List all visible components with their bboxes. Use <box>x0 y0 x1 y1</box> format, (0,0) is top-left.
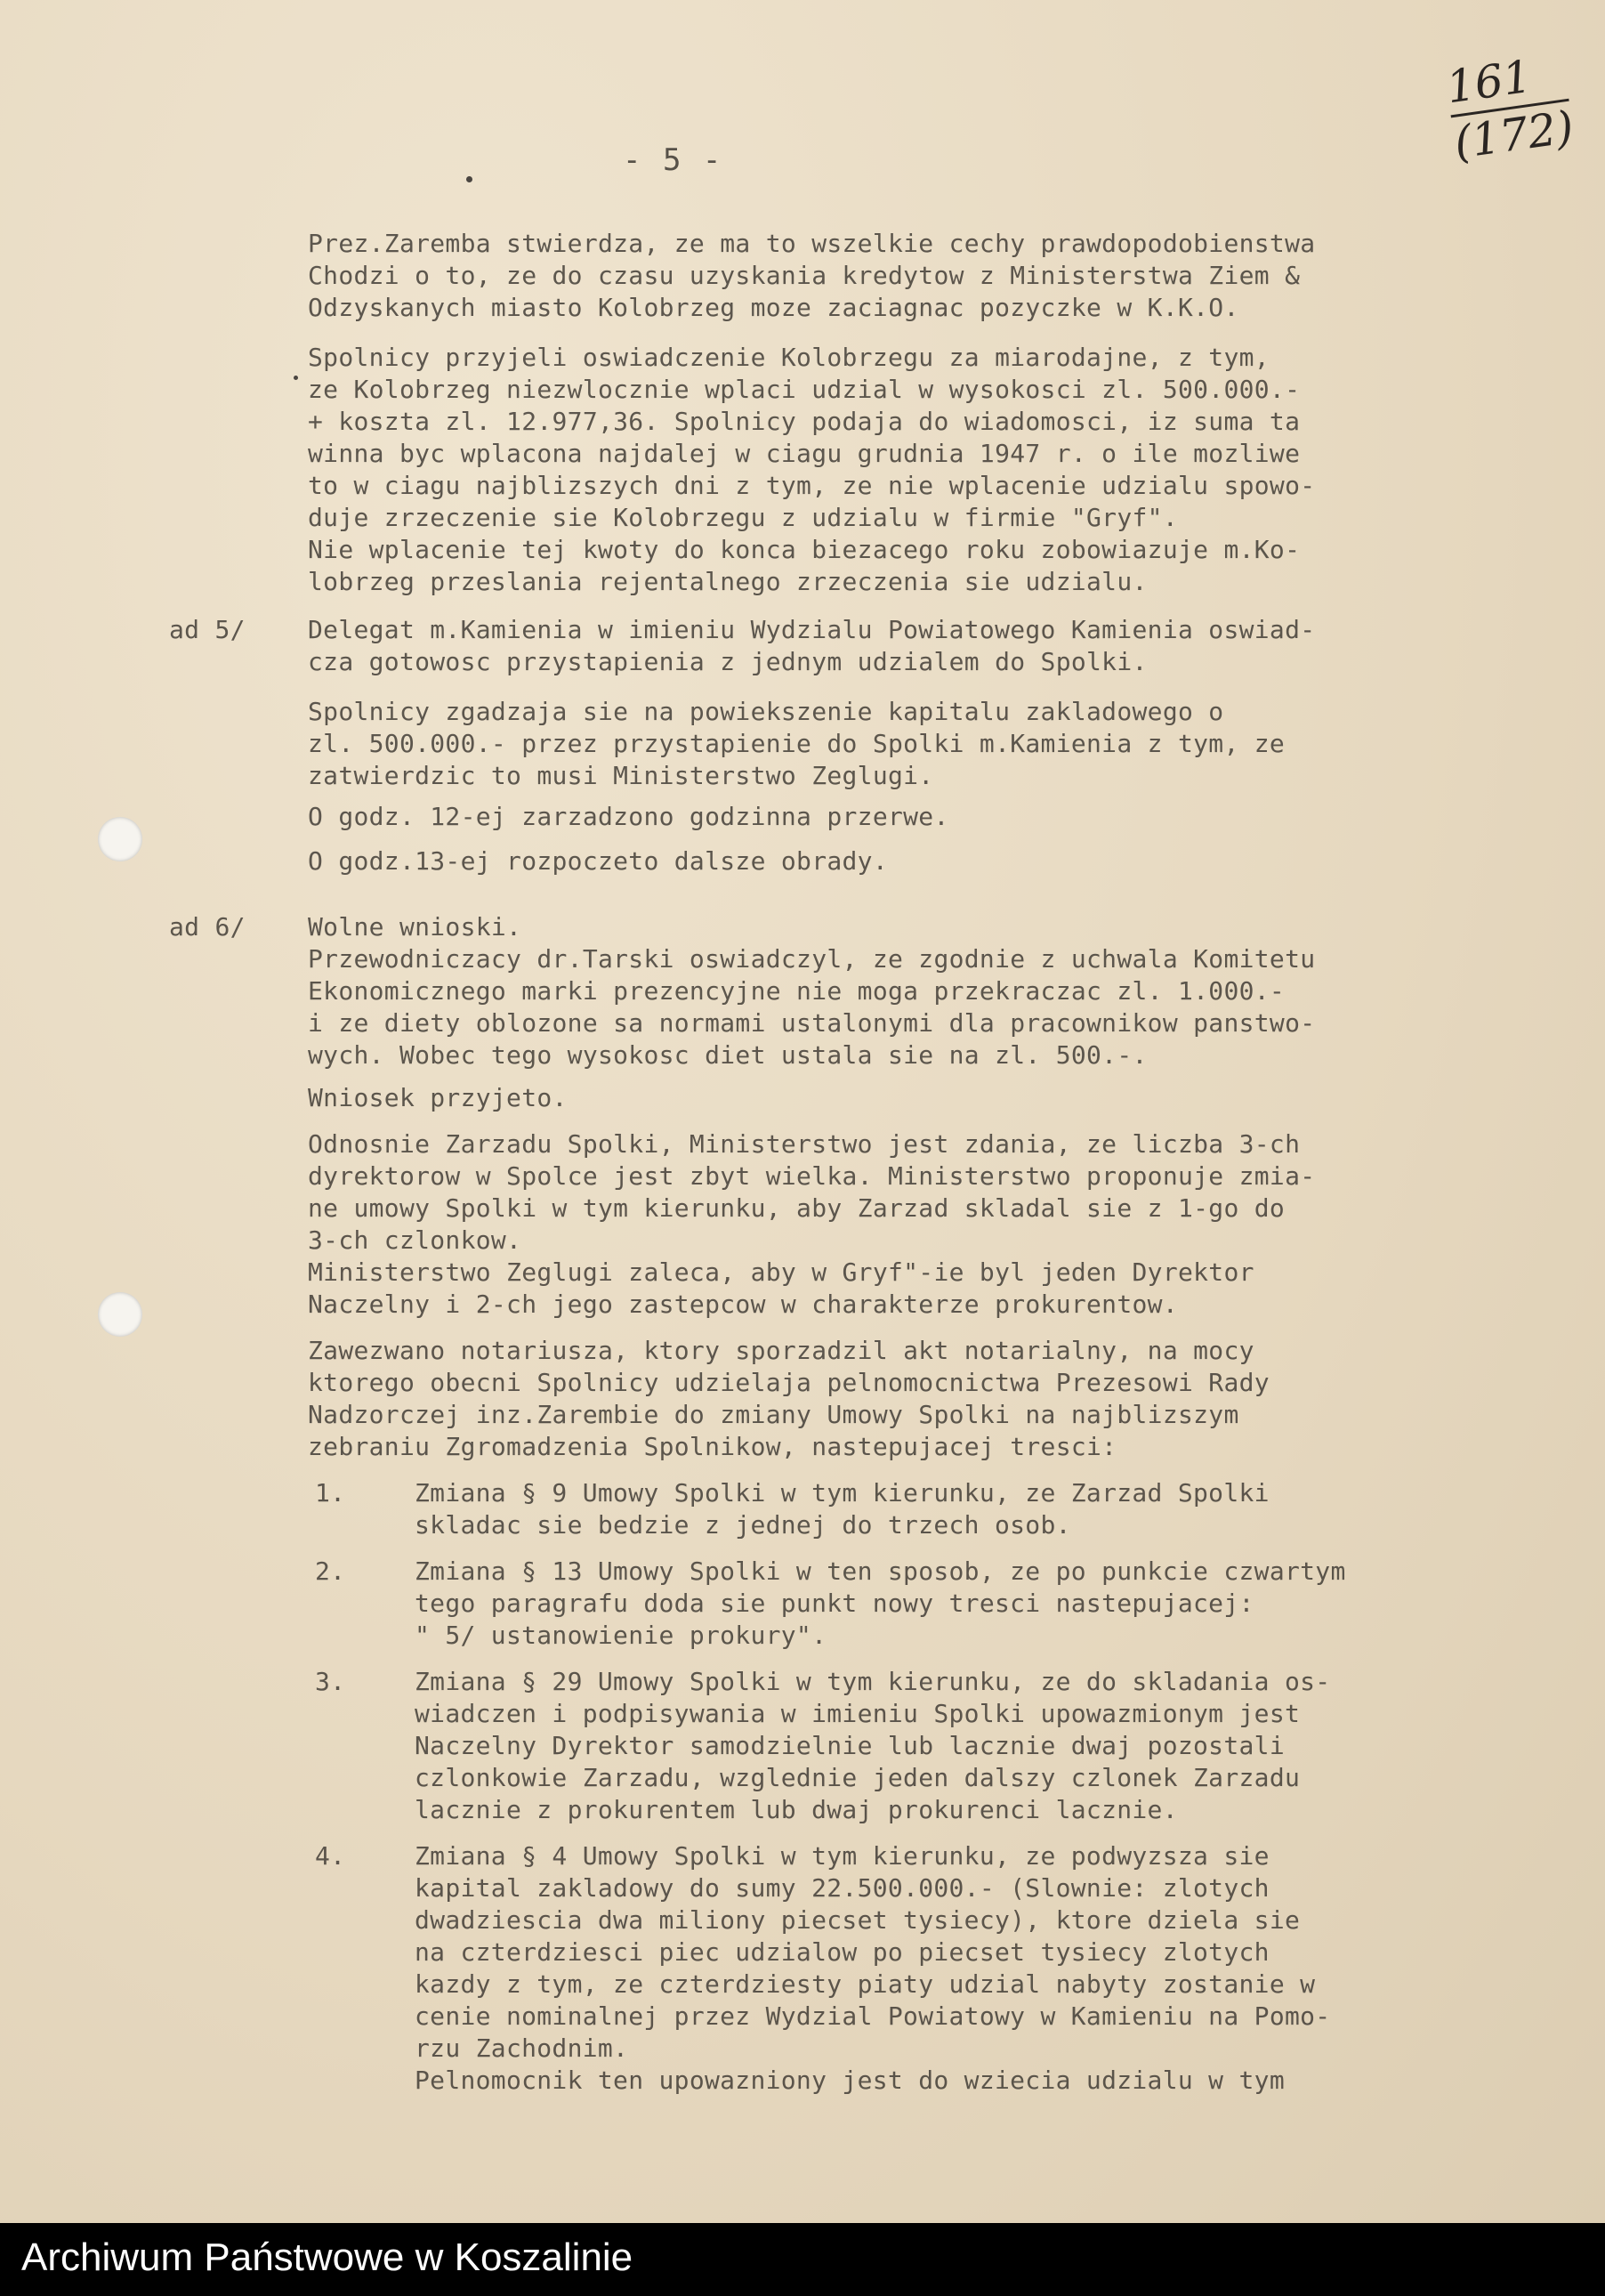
text-line: 1. <box>315 1478 346 1508</box>
text-line: dwadziescia dwa miliony piecset tysiecy), ktore dziela sie <box>415 1905 1301 1935</box>
text-line: Ministerstwo Zeglugi zaleca, aby w Gryf"-ie byl jeden Dyrektor <box>308 1257 1254 1287</box>
punch-hole <box>98 817 142 861</box>
text-line: zebraniu Zgromadzenia Spolnikow, nastepujacej tresci: <box>308 1432 1117 1461</box>
text-line: Zmiana § 9 Umowy Spolki w tym kierunku, ze Zarzad Spolki <box>415 1478 1270 1508</box>
text-line: dyrektorow w Spolce jest zbyt wielka. Ministerstwo proponuje zmia- <box>308 1161 1316 1191</box>
text-line: czlonkowie Zarzadu, wzglednie jeden dalszy czlonek Zarzadu <box>415 1763 1301 1792</box>
text-line: + koszta zl. 12.977,36. Spolnicy podaja do wiadomosci, iz suma ta <box>308 407 1301 436</box>
text-line: O godz.13-ej rozpoczeto dalsze obrady. <box>308 846 888 876</box>
punch-hole <box>98 1292 142 1337</box>
text-line: to w ciagu najblizszych dni z tym, ze nie wplacenie udzialu spowo- <box>308 471 1316 500</box>
archive-ref-top: 161 <box>1442 50 1535 114</box>
text-line: Nadzorczej inz.Zarembie do zmiany Umowy Spolki na najblizszym <box>308 1400 1239 1429</box>
text-line: wych. Wobec tego wysokosc diet ustala sie na zl. 500.-. <box>308 1040 1148 1070</box>
text-line: Zmiana § 13 Umowy Spolki w ten sposob, ze po punkcie czwartym <box>415 1556 1346 1586</box>
text-line: cza gotowosc przystapienia z jednym udzialem do Spolki. <box>308 647 1148 676</box>
ink-dot <box>294 376 298 380</box>
text-line: 3. <box>315 1667 346 1696</box>
text-line: ad 5/ <box>169 615 246 644</box>
text-line: 2. <box>315 1556 346 1586</box>
text-line: ne umowy Spolki w tym kierunku, aby Zarzad skladal sie z 1-go do <box>308 1193 1286 1223</box>
text-line: na czterdziesci piec udzialow po piecset tysiecy zlotych <box>415 1937 1270 1967</box>
text-line: Chodzi o to, ze do czasu uzyskania kredytow z Ministerstwa Ziem & <box>308 261 1301 290</box>
text-line: i ze diety oblozone sa normami ustalonymi dla pracownikow panstwo- <box>308 1008 1316 1038</box>
text-line: skladac sie bedzie z jednej do trzech osob. <box>415 1510 1071 1540</box>
text-line: ad 6/ <box>169 912 246 942</box>
text-line: winna byc wplacona najdalej w ciagu grudnia 1947 r. o ile mozliwe <box>308 439 1301 468</box>
text-line: Przewodniczacy dr.Tarski oswiadczyl, ze zgodnie z uchwala Komitetu <box>308 944 1316 974</box>
text-line: Wniosek przyjeto. <box>308 1083 568 1112</box>
archive-folio-mark <box>1443 45 1577 169</box>
text-line: zl. 500.000.- przez przystapienie do Spolki m.Kamienia z tym, ze <box>308 729 1286 758</box>
text-line: Naczelny i 2-ch jego zastepcow w charakterze prokurentow. <box>308 1289 1178 1319</box>
text-line: Prez.Zaremba stwierdza, ze ma to wszelkie cechy prawdopodobienstwa <box>308 229 1316 258</box>
text-line: 3-ch czlonkow. <box>308 1225 522 1255</box>
text-line: duje zrzeczenie sie Kolobrzegu z udzialu w firmie "Gryf". <box>308 503 1178 532</box>
text-line: lacznie z prokurentem lub dwaj prokurenci lacznie. <box>415 1795 1178 1824</box>
text-line: " 5/ ustanowienie prokury". <box>415 1621 827 1650</box>
text-line: Spolnicy przyjeli oswiadczenie Kolobrzegu za miarodajne, z tym, <box>308 343 1270 372</box>
text-line: Ekonomicznego marki prezencyjne nie moga przekraczac zl. 1.000.- <box>308 976 1286 1006</box>
text-line: lobrzeg przeslania rejentalnego zrzeczenia sie udzialu. <box>308 567 1148 596</box>
text-line: Wolne wnioski. <box>308 912 522 942</box>
text-line: O godz. 12-ej zarzadzono godzinna przerwe. <box>308 802 949 831</box>
text-line: wiadczen i podpisywania w imieniu Spolki upowazmionym jest <box>415 1699 1301 1728</box>
footer-bar <box>0 2223 1605 2296</box>
text-line: 4. <box>315 1841 346 1871</box>
page-number: - 5 - <box>623 142 723 178</box>
text-line: Zmiana § 29 Umowy Spolki w tym kierunku, ze do skladania os- <box>415 1667 1331 1696</box>
text-line: Naczelny Dyrektor samodzielnie lub lacznie dwaj pozostali <box>415 1731 1285 1760</box>
text-line: Odzyskanych miasto Kolobrzeg moze zaciagnac pozyczke w K.K.O. <box>308 293 1239 322</box>
text-line: kazdy z tym, ze czterdziesty piaty udzial nabyty zostanie w <box>415 1969 1316 1999</box>
text-line: kapital zakladowy do sumy 22.500.000.- (Slownie: zlotych <box>415 1873 1270 1903</box>
text-line: Delegat m.Kamienia w imieniu Wydzialu Powiatowego Kamienia oswiad- <box>308 615 1316 644</box>
ink-dot <box>466 176 472 182</box>
text-line: rzu Zachodnim. <box>415 2033 629 2063</box>
text-line: tego paragrafu doda sie punkt nowy tresci nastepujacej: <box>415 1589 1254 1618</box>
text-line: ze Kolobrzeg niezwlocznie wplaci udzial w wysokosci zl. 500.000.- <box>308 375 1301 404</box>
text-line: ktorego obecni Spolnicy udzielaja pelnomocnictwa Prezesowi Rady <box>308 1368 1270 1397</box>
text-line: Pelnomocnik ten upowazniony jest do wziecia udzialu w tym <box>415 2066 1285 2095</box>
text-line: Zmiana § 4 Umowy Spolki w tym kierunku, ze podwyzsza sie <box>415 1841 1270 1871</box>
text-line: Nie wplacenie tej kwoty do konca biezacego roku zobowiazuje m.Ko- <box>308 535 1301 564</box>
archive-ref-bottom: (172) <box>1450 99 1577 169</box>
text-line: zatwierdzic to musi Ministerstwo Zeglugi. <box>308 761 934 790</box>
text-line: Zawezwano notariusza, ktory sporzadzil akt notarialny, na mocy <box>308 1336 1254 1365</box>
text-line: Odnosnie Zarzadu Spolki, Ministerstwo jest zdania, ze liczba 3-ch <box>308 1129 1301 1159</box>
text-line: Spolnicy zgadzaja sie na powiekszenie kapitalu zakladowego o <box>308 697 1224 726</box>
archive-name: Archiwum Państwowe w Koszalinie <box>21 2235 633 2279</box>
text-line: cenie nominalnej przez Wydzial Powiatowy w Kamieniu na Pomo- <box>415 2001 1331 2031</box>
